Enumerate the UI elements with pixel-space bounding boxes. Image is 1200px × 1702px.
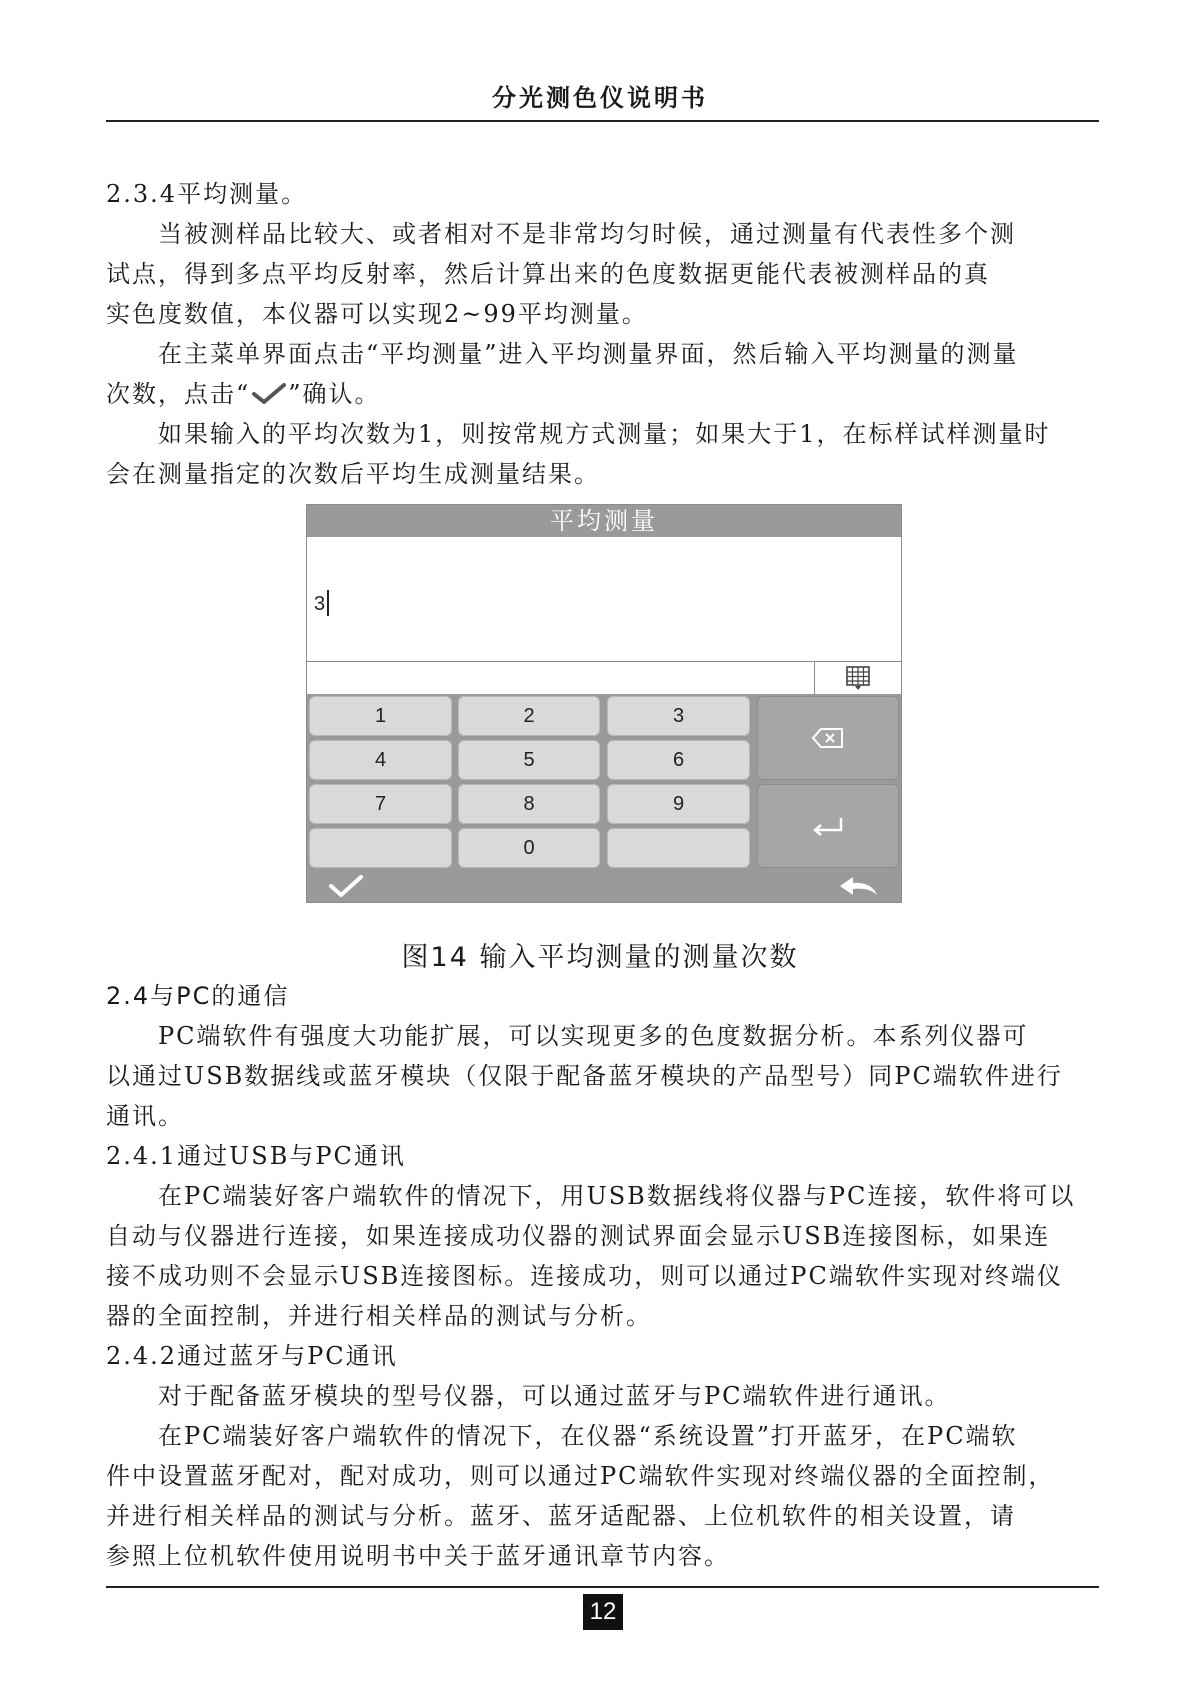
key-blank-right: [607, 828, 750, 868]
key-1[interactable]: 1: [309, 696, 452, 736]
text-line: 件中设置蓝牙配对，配对成功，则可以通过PC端软件实现对终端仪器的全面控制，: [106, 1462, 1055, 1490]
back-arrow-icon: [837, 873, 881, 899]
paragraph: [106, 1016, 1099, 1136]
footer-divider: [106, 1586, 1099, 1588]
section-heading: 2.4与PC的通信: [106, 982, 290, 1010]
text-line: 并进行相关样品的测试与分析。蓝牙、蓝牙适配器、上位机软件的相关设置，请: [106, 1502, 1016, 1530]
text-line: [106, 374, 1099, 414]
text-line: 通讯。: [106, 1102, 184, 1130]
back-button[interactable]: [837, 873, 881, 899]
section-heading: 2.4.1通过USB与PC通讯: [106, 1142, 406, 1170]
key-4[interactable]: 4: [309, 740, 452, 780]
check-icon: [327, 873, 367, 899]
text-caret: [327, 590, 329, 616]
key-8[interactable]: 8: [458, 784, 600, 824]
key-5[interactable]: 5: [458, 740, 600, 780]
paragraph: [106, 414, 1099, 494]
text-line: 在主菜单界面点击“平均测量”进入平均测量界面，然后输入平均测量的测量: [158, 340, 1019, 368]
text-fragment: 次数，点击“: [106, 380, 251, 408]
text-line: 器的全面控制，并进行相关样品的测试与分析。: [106, 1302, 652, 1330]
keyboard-toggle-button[interactable]: [814, 662, 901, 694]
device-screen-average-measurement: [306, 504, 902, 903]
input-value: 3: [314, 593, 326, 615]
section-heading: 2.4.2通过蓝牙与PC通讯: [106, 1342, 398, 1370]
text-fragment: ”确认。: [288, 380, 381, 408]
check-icon: [252, 383, 286, 405]
count-input-field[interactable]: [307, 538, 901, 661]
section-heading: 2.3.4平均测量。: [106, 180, 308, 208]
key-0[interactable]: 0: [458, 828, 600, 868]
section-pc-communication: [106, 976, 1099, 1576]
section-average-measurement: [106, 174, 1099, 494]
device-footer-bar: [307, 870, 901, 902]
key-9[interactable]: 9: [607, 784, 750, 824]
device-title-bar: 平均测量: [307, 505, 901, 537]
paragraph: [106, 1176, 1099, 1336]
figure-caption: 图14 输入平均测量的测量次数: [401, 942, 799, 973]
text-line: 当被测样品比较大、或者相对不是非常均匀时候，通过测量有代表性多个测: [158, 220, 1016, 248]
text-line: 以通过USB数据线或蓝牙模块（仅限于配备蓝牙模块的产品型号）同PC端软件进行: [106, 1062, 1063, 1090]
text-line: 对于配备蓝牙模块的型号仪器，可以通过蓝牙与PC端软件进行通讯。: [158, 1382, 951, 1410]
enter-key[interactable]: [757, 784, 899, 868]
input-toolbar: [307, 661, 901, 694]
text-line: 参照上位机软件使用说明书中关于蓝牙通讯章节内容。: [106, 1542, 730, 1570]
paragraph: [106, 1376, 1099, 1416]
paragraph: [106, 214, 1099, 334]
key-7[interactable]: 7: [309, 784, 452, 824]
paragraph: [106, 334, 1099, 414]
key-3[interactable]: 3: [607, 696, 750, 736]
text-line: 接不成功则不会显示USB连接图标。连接成功，则可以通过PC端软件实现对终端仪: [106, 1262, 1063, 1290]
backspace-icon: [811, 727, 845, 749]
text-line: 在PC端装好客户端软件的情况下，用USB数据线将仪器与PC连接，软件将可以: [158, 1182, 1076, 1210]
page-number: 12: [583, 1594, 623, 1630]
text-line: 自动与仪器进行连接，如果连接成功仪器的测试界面会显示USB连接图标，如果连: [106, 1222, 1051, 1250]
text-line: PC端软件有强度大功能扩展，可以实现更多的色度数据分析。本系列仪器可: [158, 1022, 1029, 1050]
enter-icon: [811, 815, 845, 837]
text-line: 如果输入的平均次数为1，则按常规方式测量；如果大于1，在标样试样测量时: [158, 420, 1051, 448]
paragraph: [106, 1416, 1099, 1576]
backspace-key[interactable]: [757, 696, 899, 780]
confirm-button[interactable]: [327, 873, 367, 899]
text-line: 实色度数值，本仪器可以实现2~99平均测量。: [106, 300, 648, 328]
numeric-keypad: [307, 694, 901, 870]
keyboard-icon: [845, 665, 871, 691]
text-line: 在PC端装好客户端软件的情况下，在仪器“系统设置”打开蓝牙，在PC端软: [158, 1422, 1018, 1450]
text-line: 试点，得到多点平均反射率，然后计算出来的色度数据更能代表被测样品的真: [106, 260, 990, 288]
text-line: 会在测量指定的次数后平均生成测量结果。: [106, 460, 600, 488]
key-6[interactable]: 6: [607, 740, 750, 780]
key-2[interactable]: 2: [458, 696, 600, 736]
key-blank-left: [309, 828, 452, 868]
document-header-title: 分光测色仪说明书: [492, 84, 708, 112]
header-divider: [106, 120, 1099, 122]
